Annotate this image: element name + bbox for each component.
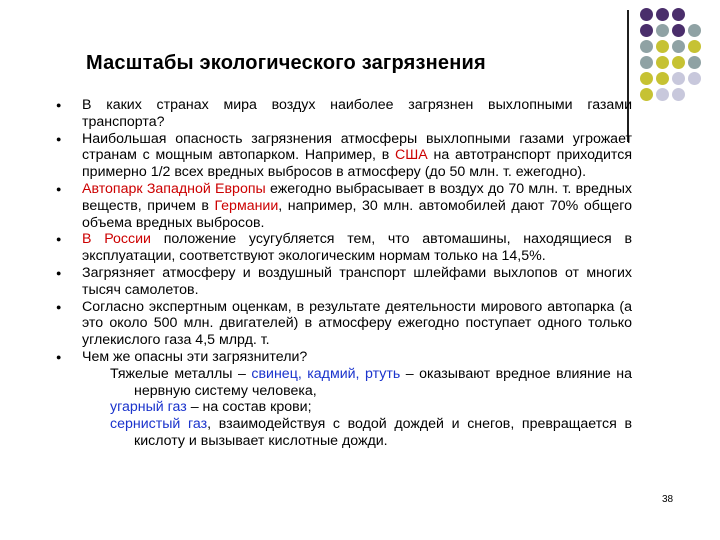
bullet-item xyxy=(56,97,632,131)
bullet-marker-icon: ● xyxy=(56,100,62,110)
text-run: , взаимодействуя с водой дождей и снегов, превращается в кислоту и вызывает кислотные дожди. xyxy=(134,416,632,449)
text-run: угарный газ xyxy=(110,399,187,416)
bullet-marker-icon: ● xyxy=(56,267,62,278)
decor-dot xyxy=(656,88,669,101)
decor-dot xyxy=(672,8,685,21)
decor-dot xyxy=(640,88,653,101)
bullet-marker-icon: ● xyxy=(56,301,62,312)
decor-dot xyxy=(656,8,669,21)
decor-dot xyxy=(688,24,701,37)
decor-dot xyxy=(656,56,669,69)
sub-line xyxy=(110,416,632,450)
sub-line xyxy=(110,366,632,400)
text-run: ежегодно выбрасывает в воздух до 70 млн. т. вредных веществ, причем в xyxy=(82,180,632,214)
decor-dot xyxy=(640,72,653,85)
bullet-marker-icon: ● xyxy=(56,133,62,144)
decor-dot xyxy=(672,72,685,85)
bullet-marker-icon: ● xyxy=(56,351,62,362)
text-run: , например, 30 млн. автомобилей дают 70% общего объема вредных выбросов. xyxy=(82,197,632,231)
text-run: Тяжелые металлы – xyxy=(110,365,252,382)
bullet-item xyxy=(56,130,632,181)
decor-dot xyxy=(672,24,685,37)
decor-dot xyxy=(688,40,701,53)
decor-dot xyxy=(672,88,685,101)
decor-dot xyxy=(656,72,669,85)
decor-dot xyxy=(640,8,653,21)
text-run: В России xyxy=(82,231,151,248)
bullet-item xyxy=(56,298,632,349)
text-run: – оказывают вредное влияние на нервную систему человека, xyxy=(134,365,632,399)
text-run: США xyxy=(395,147,428,164)
decor-dot xyxy=(640,24,653,37)
bullet-item xyxy=(56,180,632,231)
text-run: положение усугубляется тем, что автомашины, находящиеся в эксплуатации, соответствуют экологическим нормам только на 14,5%. xyxy=(82,231,633,265)
bullet-marker-icon: ● xyxy=(56,234,62,245)
text-run: Чем же опасны эти загрязнители? xyxy=(82,348,308,365)
decor-dot xyxy=(656,40,669,53)
decor-dot xyxy=(656,24,669,37)
sub-line xyxy=(110,399,632,416)
text-run: В каких странах мира воздух наиболее загрязнен выхлопными газами транспорта? xyxy=(82,97,632,130)
bullet-item xyxy=(56,264,632,299)
text-run: сернистый газ xyxy=(110,416,208,433)
decor-dot xyxy=(688,72,701,85)
bullet-item xyxy=(56,348,632,366)
text-run: – на состав крови; xyxy=(186,399,312,416)
bullet-item xyxy=(56,231,633,265)
text-run: Германии xyxy=(214,197,279,214)
text-run: на автотранспорт приходится примерно 1/2 всех вредных выбросов в атмосферу (до 50 млн. т. ежегодно). xyxy=(82,147,632,181)
page-number: 38 xyxy=(662,494,674,505)
decor-dot xyxy=(672,56,685,69)
bullet-marker-icon: ● xyxy=(56,183,62,194)
text-run: Загрязняет атмосферу и воздушный транспорт шлейфами выхлопов от многих тысяч самолетов. xyxy=(82,264,632,298)
text-run: Автопарк Западной Европы xyxy=(82,180,266,197)
text-run: Наибольшая опасность загрязнения атмосферы выхлопными газами угрожает странам с мощным автопарком. Например, в xyxy=(82,130,632,164)
slide-body xyxy=(56,97,633,450)
text-run: Согласно экспертным оценкам, в результате деятельности мирового автопарка (а это около 500 млн. двигателей) в атмосферу ежегодно поступает одного только углекислого газа 4,5 млрд. т. xyxy=(82,298,632,349)
slide-title: Масштабы экологического загрязнения xyxy=(86,52,486,74)
text-run: свинец, кадмий, ртуть xyxy=(251,365,401,382)
decor-dot xyxy=(640,56,653,69)
decor-dot xyxy=(640,40,653,53)
decor-dot xyxy=(688,56,701,69)
decor-dot xyxy=(672,40,685,53)
